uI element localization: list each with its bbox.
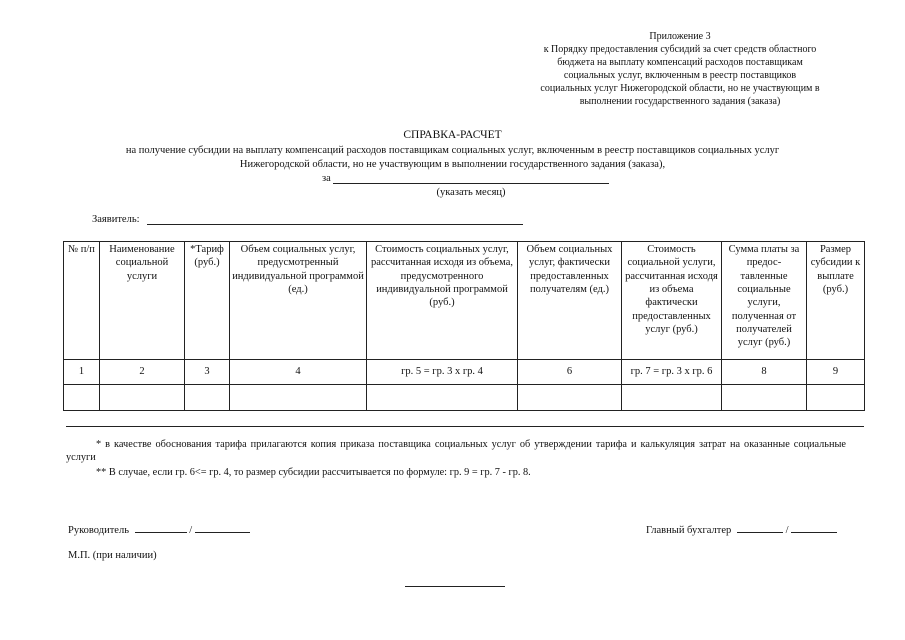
column-header: Объем социальных услуг, предусмотренный индивидуальной программой (ед.) [230,242,367,360]
column-header: Наименование социальной услуги [100,242,185,360]
column-header: Сумма платы за предос-тавленные социальные услуги, полученная от получателей услуг (руб.) [722,242,807,360]
accountant-signature-label: Главный бухгалтер [646,525,732,536]
appendix-line: выполнении государственного задания (заказа) [579,96,781,107]
column-header: Стоимость социальных услуг, рассчитанная исходя из объема, предусмотренного индивидуальной программой (руб.) [367,242,518,360]
table-cell[interactable] [722,385,807,411]
appendix-line: к Порядку предоставления субсидий за счет средств областного [543,44,817,55]
head-name-field[interactable] [195,522,250,533]
appendix-line: бюджета на выплату компенсаций расходов поставщикам [557,57,803,68]
column-number: гр. 7 = гр. 3 х гр. 6 [622,360,722,385]
column-header: Стоимость социальной услуги, рассчитанная исходя из объема фактически предоставленных услуг (руб.) [622,242,722,360]
column-header: Объем социальных услуг, фактически предоставленных получателям (ед.) [518,242,622,360]
column-number: 2 [100,360,185,385]
column-number: 4 [230,360,367,385]
column-number-row [64,360,865,385]
column-number: 8 [722,360,807,385]
appendix-block [500,30,860,108]
table-cell[interactable] [185,385,230,411]
bottom-divider [405,586,505,587]
stamp-label: М.П. (при наличии) [68,550,157,561]
appendix-line: социальных услуг Нижегородской области, но не участвующим в [540,83,820,94]
column-header: № п/п [64,242,100,360]
accountant-name-field[interactable] [791,522,837,533]
table-cell[interactable] [518,385,622,411]
column-header: *Тариф (руб.) [185,242,230,360]
appendix-line: социальных услуг, включенным в реестр поставщиков [563,70,797,81]
accountant-signature-field[interactable] [737,522,783,533]
column-number: 6 [518,360,622,385]
column-number: 9 [807,360,865,385]
table-header-row [64,242,865,360]
column-number: гр. 5 = гр. 3 х гр. 4 [367,360,518,385]
period-label: за [322,173,331,184]
month-hint: (указать месяц) [436,187,506,198]
footnote-formula: ** В случае, если гр. 6<= гр. 4, то размер субсидии рассчитывается по формуле: гр. 9 = гр. 7 - гр. 8. [96,467,531,478]
notes-divider [66,426,864,427]
document-title: СПРАВКА-РАСЧЕТ [403,129,502,141]
footnote-tariff: * в качестве обоснования тарифа прилагаются копия приказа поставщика социальных услуг об утверждении тарифа и калькуляция затрат на оказанные социальные услуги [66,439,846,464]
table-cell[interactable] [367,385,518,411]
signature-separator: / [189,525,193,536]
column-number: 1 [64,360,100,385]
signature-separator: / [785,525,789,536]
table-row [64,385,865,411]
column-header: Размер субсидии к выплате (руб.) [807,242,865,360]
head-signature-label: Руководитель [68,525,129,536]
accountant-signature [646,522,837,537]
applicant-field[interactable] [147,224,523,225]
applicant-label: Заявитель: [92,214,140,225]
head-signature [68,522,250,537]
appendix-line: Приложение 3 [649,31,711,42]
table-cell[interactable] [622,385,722,411]
document-subtitle: Нижегородской области, но не участвующим в выполнении государственного задания (заказа), [239,159,666,170]
table-cell[interactable] [807,385,865,411]
month-field[interactable] [333,183,609,184]
head-signature-field[interactable] [135,522,187,533]
document-subtitle: на получение субсидии на выплату компенсаций расходов поставщикам социальных услуг, включенным в реестр поставщиков социальных услуг [125,145,780,156]
table-cell[interactable] [64,385,100,411]
table-cell[interactable] [100,385,185,411]
table-cell[interactable] [230,385,367,411]
column-number: 3 [185,360,230,385]
calculation-table [63,241,865,411]
